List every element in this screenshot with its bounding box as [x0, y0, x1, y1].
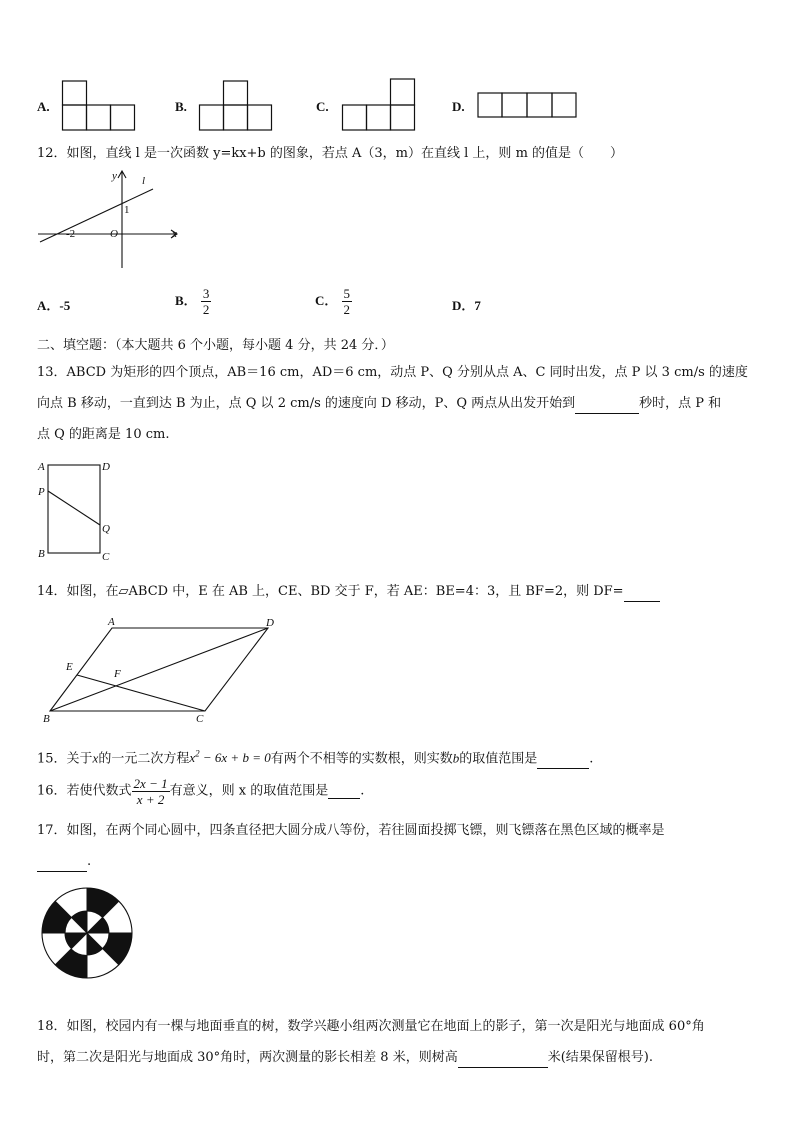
- q12-option-b-num: 3: [202, 286, 210, 301]
- q15-end: 的取值范围是: [459, 751, 538, 767]
- q12-graph: [38, 168, 188, 270]
- q13-label-c: C: [102, 551, 110, 563]
- q12-x-label: x: [172, 228, 177, 240]
- q16-stem: 16．若使代数式 $\frac{2x - 1}{x + 2}$ 有意义，则 x 的取值范围是 .: [37, 776, 365, 807]
- q18-line-2a: 时，第二次是阳光与地面成 30°角时，两次测量的影长相差 8 米，则树高: [37, 1050, 458, 1065]
- q15-mid: 的一元二次方程: [98, 751, 190, 767]
- q13-line-2a: 向点 B 移动，一直到达 B 为止，点 Q 以 2 cm/s 的速度向 D 移动，P、Q 两点从出发开始到: [37, 396, 576, 411]
- q14-answer-blank[interactable]: [624, 587, 660, 602]
- q13-line-2b: 秒时，点 P 和: [639, 396, 722, 411]
- q11-figure-b: [199, 80, 275, 132]
- q15-equation: [189, 750, 270, 765]
- q14-stem: [37, 582, 660, 602]
- q12-option-b-label: B．: [175, 293, 197, 308]
- q13-line-2: [37, 394, 721, 414]
- q16-frac-den: x + 2: [136, 792, 165, 807]
- q15-eq-a: x: [189, 750, 196, 766]
- q16-post: 有意义，则 x 的取值范围是: [169, 783, 329, 799]
- q15-stem: 15．关于x的一元二次方程$x^2 - 6x + b = 0$有两个不相等的实数根，则实数b的取值范围是 .: [37, 744, 593, 769]
- q13-line-3: 点 Q 的距离是 10 cm.: [37, 427, 170, 442]
- q13-label-b: B: [38, 548, 45, 560]
- q11-option-c-label: C.: [316, 99, 329, 114]
- q15-pre: 15．关于: [37, 751, 93, 767]
- q13-label-p: P: [38, 486, 45, 498]
- q11-figure-c: [340, 78, 418, 132]
- q12-x-intercept: -2: [66, 228, 76, 240]
- q12-stem: 12．如图，直线 l 是一次函数 y=kx+b 的图象，若点 A（3，m）在直线 l 上，则 m 的值是（ ）: [37, 146, 624, 161]
- q12-option-c-label: C．: [315, 293, 338, 308]
- q15-var-b: b: [452, 750, 460, 766]
- q15-eq-b: − 6x + b = 0: [199, 750, 271, 766]
- q12-option-c: [315, 286, 352, 317]
- q18-answer-blank[interactable]: [458, 1053, 548, 1068]
- q12-option-b: [175, 286, 211, 317]
- q17-concentric-circles-figure: [40, 886, 134, 980]
- q16-pre: 16．若使代数式: [37, 783, 132, 799]
- q14-label-e: E: [66, 661, 73, 673]
- q11-figure-a: [62, 80, 138, 132]
- q12-option-b-den: 2: [202, 302, 210, 317]
- q12-option-c-num: 5: [343, 286, 351, 301]
- q16-frac-num: 2x − 1: [133, 776, 168, 791]
- q12-option-a: A．-5: [37, 298, 71, 313]
- q13-label-a: A: [38, 461, 45, 473]
- q17-stem: 17．如图，在两个同心圆中，四条直径把大圆分成八等份，若往圆面投掷飞镖，则飞镖落在黑色区域的概率是: [37, 823, 665, 838]
- q13-label-q: Q: [102, 523, 110, 535]
- q13-line-1: 13．ABCD 为矩形的四个顶点，AB＝16 cm，AD＝6 cm，动点 P、Q 分别从点 A、C 同时出发，点 P 以 3 cm/s 的速度: [37, 365, 748, 380]
- q12-line-label: l: [142, 175, 146, 187]
- q17-answer-line: .: [37, 852, 91, 872]
- q15-answer-blank[interactable]: [537, 754, 589, 769]
- q11-option-a-label: A.: [37, 99, 50, 114]
- q14-label-c: C: [196, 713, 204, 725]
- q16-fraction: [132, 776, 170, 807]
- q18-line-2-content: [37, 1048, 653, 1068]
- q14-label-f: F: [114, 668, 121, 680]
- q12-y-intercept: 1: [124, 204, 130, 216]
- q18-line-1: 18．如图，校园内有一棵与地面垂直的树，数学兴趣小组两次测量它在地面上的影子，第一次是阳光与地面成 60°角: [37, 1019, 705, 1034]
- q12-option-c-fraction: [342, 286, 353, 317]
- q11-option-d-label: D.: [452, 99, 465, 114]
- q12-option-b-fraction: [201, 286, 212, 317]
- q14-parallelogram-figure: [40, 612, 290, 728]
- q15-var-x: x: [92, 750, 99, 766]
- q18-line-2b: 米(结果保留根号).: [547, 1050, 653, 1065]
- q11-option-b-label: B.: [175, 99, 187, 114]
- q13-rectangle-figure: [36, 458, 126, 562]
- q14-text: 14．如图，在▱ABCD 中，E 在 AB 上，CE、BD 交于 F，若 AE：BE=4：3，且 BF=2，则 DF=: [37, 584, 624, 599]
- section-2-heading: 二、填空题：（本大题共 6 个小题，每小题 4 分，共 24 分．）: [37, 338, 394, 353]
- q15-post: 有两个不相等的实数根，则实数: [270, 751, 453, 767]
- q17-answer-blank[interactable]: [37, 857, 87, 872]
- q13-answer-blank[interactable]: [575, 399, 639, 414]
- q12-option-c-den: 2: [343, 302, 351, 317]
- q12-origin-label: O: [110, 228, 118, 240]
- q12-y-label: y: [112, 170, 117, 182]
- q14-label-b: B: [43, 713, 50, 725]
- q16-answer-blank[interactable]: [328, 784, 360, 799]
- q15-eq-sup: 2: [195, 749, 200, 759]
- q14-label-d: D: [266, 617, 274, 629]
- q14-label-a: A: [108, 616, 115, 628]
- q11-figure-d: [477, 92, 579, 120]
- q12-option-d: D．7: [452, 298, 481, 313]
- q13-label-d: D: [102, 461, 110, 473]
